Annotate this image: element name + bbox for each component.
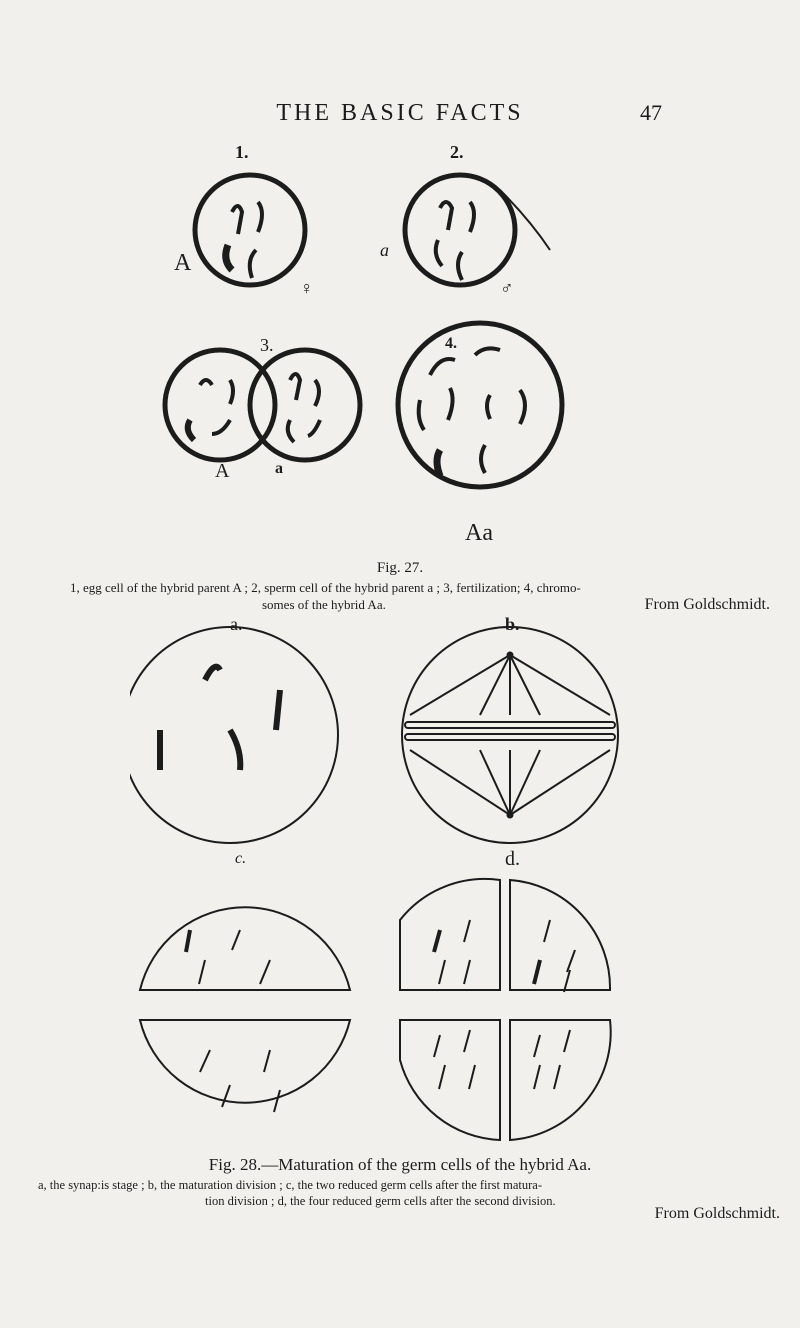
fig27-label-A: A	[174, 250, 192, 276]
chromosome	[440, 202, 452, 230]
sperm-tail	[500, 190, 550, 250]
chromosome	[520, 390, 525, 424]
chromosome	[308, 420, 320, 436]
figure-28-bottom	[130, 848, 630, 1150]
figure-27-drawing	[160, 140, 580, 560]
chromosome	[470, 202, 474, 232]
fig27-title: Fig. 27.	[376, 560, 424, 576]
fig27-label-4: 4.	[445, 335, 457, 352]
fig28-label-a: a.	[230, 614, 243, 634]
figure-27	[160, 140, 580, 560]
chromosome	[419, 400, 424, 430]
chromosome	[226, 245, 232, 270]
fig27-label-a3: a	[275, 460, 283, 477]
fig28-label-d: d.	[505, 848, 520, 870]
fig27-caption-line1: 1, egg cell of the hybrid parent A ; 2, sperm cell of the hybrid parent a ; 3, fertilization; 4, chromo-	[70, 580, 581, 595]
fig27-label-2: 2.	[450, 142, 464, 162]
chromosome	[258, 202, 262, 232]
chromosome	[200, 380, 212, 385]
chromosome	[188, 420, 194, 440]
germ-cell-d2	[510, 880, 610, 990]
chromosome	[448, 388, 453, 420]
chromosome-pair	[276, 690, 280, 730]
page-number: 47	[640, 100, 662, 125]
fig27-label-a: a	[380, 240, 389, 260]
germ-cell-d4	[510, 1020, 611, 1140]
chromosome-pair	[205, 667, 220, 680]
chromosome	[212, 420, 230, 434]
metaphase-chromosomes	[405, 722, 615, 728]
metaphase-chromosomes	[405, 734, 615, 740]
chromosome	[475, 348, 500, 355]
fertilization-cell-left	[165, 350, 275, 460]
fig28-label-c: c.	[235, 850, 247, 867]
chromosome	[288, 420, 294, 442]
fig28-caption-line1: a, the synap:is stage ; b, the maturation division ; c, the two reduced germ cells after the first matura-	[38, 1178, 543, 1192]
fig28-credit: From Goldschmidt.	[654, 1205, 780, 1222]
figure-28-top-drawing	[130, 620, 630, 850]
fig27-caption-line2: somes of the hybrid Aa.	[262, 597, 386, 612]
chromosome	[430, 359, 455, 375]
fig28-caption-line2: tion division ; d, the four reduced germ cells after the second division.	[205, 1194, 556, 1208]
fig27-label-Aa: Aa	[465, 520, 493, 546]
chromosome	[487, 395, 490, 419]
male-symbol: ♂	[500, 278, 514, 298]
chromosome	[250, 250, 256, 278]
female-symbol: ♀	[300, 278, 314, 298]
chromosome	[437, 450, 440, 476]
fig28-title: Fig. 28.—Maturation of the germ cells of the hybrid Aa.	[208, 1155, 592, 1174]
fig28-label-b: b.	[505, 614, 520, 634]
chromosome	[232, 206, 242, 234]
chromosome	[315, 380, 319, 406]
fertilization-cell-right	[250, 350, 360, 460]
reduced-cell-top	[140, 907, 350, 990]
figure-28	[130, 614, 630, 850]
chromosome	[230, 380, 233, 404]
fig27-label-1: 1.	[235, 142, 249, 162]
fig27-label-A3: A	[215, 460, 230, 482]
fig27-credit: From Goldschmidt.	[644, 596, 770, 613]
chromosome-pair	[230, 730, 240, 770]
chromosome	[436, 240, 442, 266]
germ-cell-d1	[400, 879, 500, 990]
chromosome	[481, 445, 485, 473]
fig27-label-3: 3.	[260, 335, 274, 355]
germ-cell-d3	[400, 1020, 500, 1140]
chromosome	[458, 252, 462, 280]
chromosome	[290, 374, 300, 400]
running-head: THE BASIC FACTS	[276, 100, 524, 126]
figure-28-bottom-drawing	[130, 860, 630, 1150]
reduced-cell-bottom	[140, 1020, 350, 1103]
